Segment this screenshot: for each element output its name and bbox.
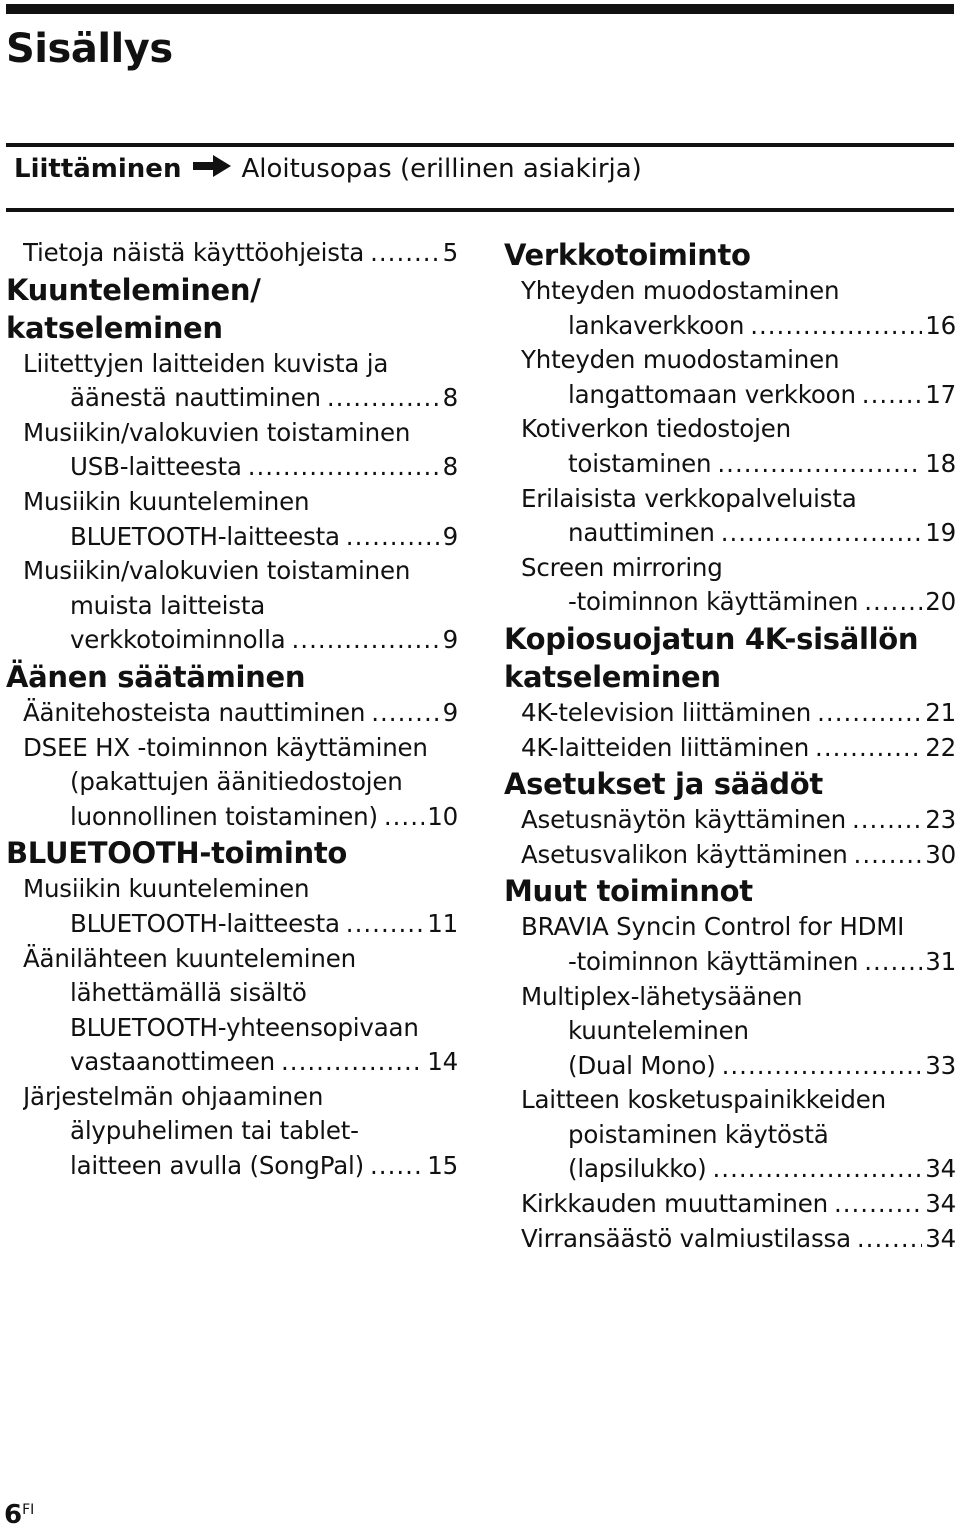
toc-entry[interactable] — [6, 416, 458, 485]
toc-entry-text: Kotiverkon tiedostojen — [521, 414, 791, 444]
toc-entry[interactable] — [6, 1080, 458, 1184]
toc-entry[interactable] — [504, 731, 956, 766]
toc-page-number: 22 — [925, 732, 956, 762]
dot-leader — [371, 696, 439, 731]
toc-entry-text: Äänitehosteista nauttiminen — [23, 697, 366, 727]
connect-label: Liittäminen — [14, 154, 182, 184]
page-language: FI — [22, 1502, 35, 1518]
toc-entry-text: (lapsilukko) — [568, 1154, 707, 1184]
dot-leader — [854, 838, 923, 873]
toc-entry[interactable] — [504, 343, 956, 412]
toc-entry-text: USB-laitteesta — [70, 452, 242, 482]
toc-entry-text: Screen mirroring — [521, 552, 723, 582]
dot-leader — [248, 450, 440, 485]
dot-leader — [721, 516, 923, 551]
toc-entry-last-line — [23, 520, 458, 555]
toc-page-number: 18 — [925, 448, 956, 478]
dot-leader — [750, 309, 922, 344]
toc-entry[interactable] — [504, 412, 956, 481]
toc-heading-line: Kopiosuojatun 4K-sisällön — [504, 621, 919, 656]
toc-entry-text: poistaminen käytöstä — [568, 1119, 829, 1149]
toc-entry-last-line — [521, 309, 956, 344]
dot-leader — [346, 520, 440, 555]
dot-leader — [713, 1152, 923, 1187]
toc-entry-text: lankaverkkoon — [568, 310, 745, 340]
toc-entry-text: Liitettyjen laitteiden kuvista ja — [23, 348, 389, 378]
toc-page-number: 5 — [442, 238, 458, 267]
toc-page-number: 30 — [925, 839, 956, 869]
toc-entry-last-line — [521, 945, 956, 980]
dot-leader — [857, 1222, 922, 1257]
toc-heading-line: Kuunteleminen/ — [6, 272, 261, 307]
toc-page-number: 33 — [925, 1050, 956, 1080]
toc-page-number: 17 — [925, 379, 956, 409]
toc-page-number: 23 — [925, 805, 956, 835]
toc-entry-text: -toiminnon käyttäminen — [568, 946, 859, 976]
toc-entry[interactable] — [504, 1187, 956, 1222]
toc-entry-text: Laitteen kosketuspainikkeiden — [521, 1085, 886, 1115]
toc-entry-text: Musiikin/valokuvien toistaminen — [23, 417, 411, 447]
toc-entry-last-line — [23, 1045, 458, 1080]
toc-heading — [504, 620, 956, 696]
toc-entry-text: vastaanottimeen — [70, 1047, 275, 1077]
toc-heading — [504, 236, 956, 274]
toc-entry-text: -toiminnon käyttäminen — [568, 587, 859, 617]
toc-entry[interactable] — [6, 347, 458, 416]
toc-entry-last-line — [521, 378, 956, 413]
toc-entry-last-line — [521, 696, 956, 731]
toc-entry-text: Äänilähteen kuunteleminen — [23, 943, 356, 973]
toc-heading-line: Äänen säätäminen — [6, 659, 306, 694]
toc-entry-last-line — [521, 803, 956, 838]
toc-entry-text: verkkotoiminnolla — [70, 625, 286, 655]
toc-entry-text: 4K-television liittäminen — [521, 697, 812, 727]
toc-entry-last-line — [23, 450, 458, 485]
toc-entry[interactable] — [6, 872, 458, 941]
dot-leader — [346, 907, 424, 942]
toc-entry-text: Asetusnäytön käyttäminen — [521, 805, 846, 835]
toc-heading-line: BLUETOOTH-toiminto — [6, 836, 348, 871]
toc-heading-line: Verkkotoiminto — [504, 238, 751, 272]
dot-leader — [817, 696, 922, 731]
toc-page-number: 19 — [925, 518, 956, 548]
toc-entry-last-line — [23, 236, 458, 271]
toc-entry-text: Kirkkauden muuttaminen — [521, 1189, 828, 1219]
toc-heading — [504, 765, 956, 803]
toc-heading-line: Asetukset ja säädöt — [504, 767, 823, 802]
toc-entry-text: Musiikin kuunteleminen — [23, 486, 310, 516]
toc-entry-last-line — [521, 731, 956, 766]
toc-page-number: 20 — [925, 587, 956, 617]
toc-page-number: 8 — [442, 452, 458, 482]
toc-entry-text: BLUETOOTH-laitteesta — [70, 908, 340, 938]
toc-entry-text: Asetusvalikon käyttäminen — [521, 839, 848, 869]
toc-page-number: 16 — [925, 310, 956, 340]
connect-reference-text: Aloitusopas (erillinen asiakirja) — [241, 154, 642, 184]
toc-entry-last-line — [521, 447, 956, 482]
dot-leader — [281, 1045, 424, 1080]
toc-entry-last-line — [23, 800, 458, 835]
toc-entry-last-line — [23, 381, 458, 416]
toc-entry-last-line — [521, 1152, 956, 1187]
toc-entry-last-line — [521, 1187, 956, 1222]
toc-entry-text: Yhteyden muodostaminen — [521, 276, 840, 305]
toc-entry-text: Yhteyden muodostaminen — [521, 345, 840, 375]
connect-reference — [14, 154, 642, 184]
toc-heading — [6, 658, 458, 696]
toc-entry-text: älypuhelimen tai tablet- — [70, 1116, 359, 1146]
dot-leader — [864, 945, 922, 980]
dot-leader — [864, 585, 922, 620]
toc-heading — [6, 271, 458, 347]
toc-entry-text: BLUETOOTH-laitteesta — [70, 521, 340, 551]
toc-right-column — [504, 236, 956, 1256]
toc-page-number: 11 — [427, 908, 458, 938]
dot-leader — [327, 381, 440, 416]
toc-entry[interactable] — [6, 485, 458, 554]
toc-entry[interactable] — [504, 838, 956, 873]
toc-entry-last-line — [521, 838, 956, 873]
toc-entry[interactable] — [504, 803, 956, 838]
toc-page-number: 34 — [925, 1154, 956, 1184]
toc-heading-line: Muut toiminnot — [504, 874, 753, 909]
toc-entry[interactable] — [504, 980, 956, 1084]
toc-entry[interactable] — [504, 274, 956, 343]
toc-entry-text: muista laitteista — [70, 590, 266, 620]
toc-entry[interactable] — [504, 551, 956, 620]
toc-entry[interactable] — [504, 482, 956, 551]
dot-leader — [370, 1149, 424, 1184]
toc-entry[interactable] — [6, 731, 458, 835]
toc-entry-text: Musiikin/valokuvien toistaminen — [23, 556, 411, 586]
toc-entry-text: Virransäästö valmiustilassa — [521, 1223, 851, 1253]
toc-entry-text: 4K-laitteiden liittäminen — [521, 732, 810, 762]
toc-page-number: 34 — [925, 1189, 956, 1219]
toc-entry-last-line — [521, 1049, 956, 1084]
toc-heading — [6, 834, 458, 872]
page-title: Sisällys — [6, 26, 173, 72]
toc-entry-text: Erilaisista verkkopalveluista — [521, 483, 857, 513]
toc-entry-text: Multiplex-lähetysäänen — [521, 981, 803, 1011]
toc-heading-line: katseleminen — [6, 310, 223, 345]
toc-entry-text: äänestä nauttiminen — [70, 383, 321, 413]
toc-entry-text: BLUETOOTH-yhteensopivaan — [70, 1012, 419, 1042]
toc-entry[interactable] — [6, 554, 458, 658]
dot-leader — [370, 236, 440, 271]
toc-left-column — [6, 236, 458, 1184]
toc-entry[interactable] — [504, 910, 956, 979]
top-rule — [6, 4, 954, 14]
section-rule-top — [6, 143, 954, 147]
toc-entry-last-line — [23, 907, 458, 942]
toc-entry-last-line — [23, 1149, 458, 1184]
toc-heading-line: katseleminen — [504, 659, 721, 694]
arrow-right-icon — [193, 154, 231, 184]
toc-entry-text: DSEE HX -toiminnon käyttäminen — [23, 732, 428, 762]
section-rule-bottom — [6, 208, 954, 212]
dot-leader — [717, 447, 922, 482]
toc-heading — [504, 872, 956, 910]
toc-entry[interactable] — [6, 942, 458, 1080]
toc-page-number: 9 — [442, 625, 458, 655]
toc-entry-text: Musiikin kuunteleminen — [23, 874, 310, 904]
toc-entry-text: Järjestelmän ohjaaminen — [23, 1081, 324, 1111]
dot-leader — [292, 623, 440, 658]
toc-entry-text: kuunteleminen — [568, 1016, 749, 1046]
toc-entry-last-line — [521, 1222, 956, 1257]
toc-page-number: 21 — [925, 697, 956, 727]
toc-page-number: 9 — [442, 521, 458, 551]
toc-page-number: 10 — [427, 801, 458, 831]
toc-entry[interactable] — [504, 1083, 956, 1187]
toc-entry-last-line — [521, 516, 956, 551]
dot-leader — [862, 378, 922, 413]
toc-entry[interactable] — [504, 696, 956, 731]
toc-entry-text: lähettämällä sisältö — [70, 978, 307, 1008]
dot-leader — [852, 803, 922, 838]
toc-page-number: 34 — [925, 1223, 956, 1253]
toc-entry-text: toistaminen — [568, 448, 712, 478]
dot-leader — [722, 1049, 923, 1084]
toc-entry-last-line — [23, 696, 458, 731]
toc-page-number: 8 — [442, 383, 458, 413]
toc-page-number: 31 — [925, 946, 956, 976]
toc-entry-text: (pakattujen äänitiedostojen — [70, 767, 403, 797]
toc-entry-last-line — [521, 585, 956, 620]
toc-page-number: 9 — [442, 697, 458, 727]
toc-entry-text: BRAVIA Syncin Control for HDMI — [521, 912, 905, 942]
toc-entry-text: Tietoja näistä käyttöohjeista — [23, 238, 365, 267]
toc-entry-last-line — [23, 623, 458, 658]
toc-entry-text: nauttiminen — [568, 518, 715, 548]
toc-entry-text: (Dual Mono) — [568, 1050, 716, 1080]
toc-entry-text: laitteen avulla (SongPal) — [70, 1151, 364, 1181]
toc-entry[interactable] — [504, 1222, 956, 1257]
toc-page-number: 15 — [427, 1151, 458, 1181]
toc-entry-text: luonnollinen toistaminen) — [70, 801, 378, 831]
dot-leader — [834, 1187, 922, 1222]
toc-entry[interactable] — [6, 236, 458, 271]
toc-entry-text: langattomaan verkkoon — [568, 379, 856, 409]
page-number-value: 6 — [4, 1500, 23, 1530]
dot-leader — [815, 731, 922, 766]
page-number — [4, 1500, 34, 1530]
toc-page-number: 14 — [427, 1047, 458, 1077]
dot-leader — [384, 800, 424, 835]
toc-entry[interactable] — [6, 696, 458, 731]
